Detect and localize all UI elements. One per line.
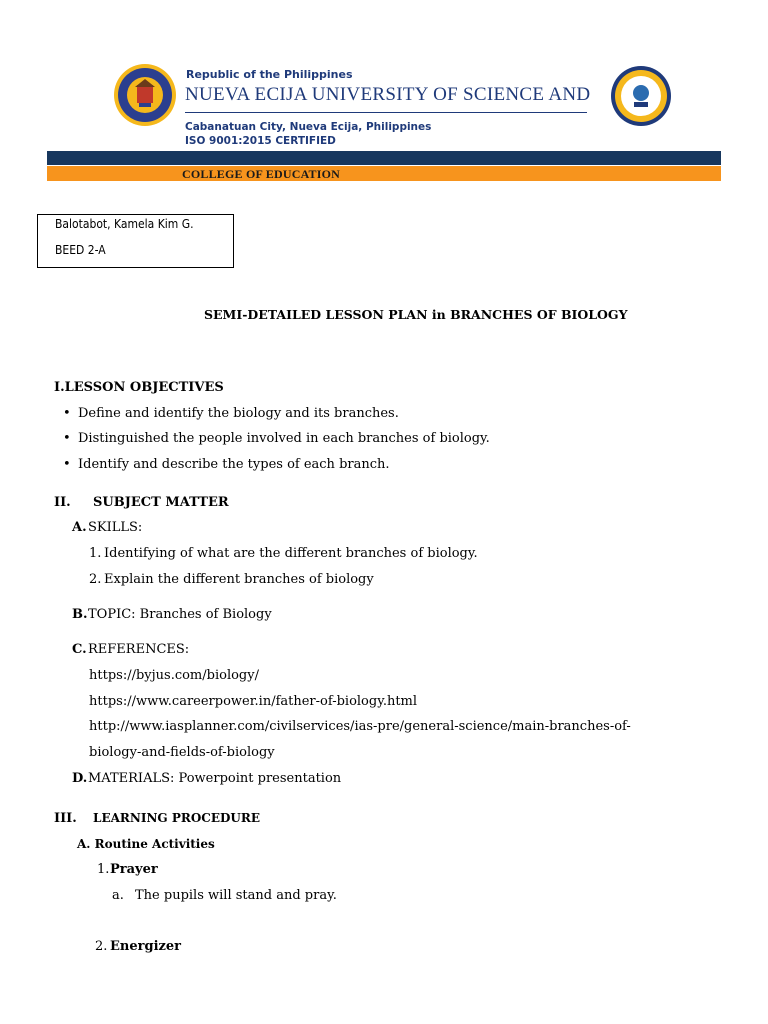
materials-letter: D. [72,771,88,786]
reference-link[interactable]: https://www.careerpower.in/father-of-biology.html [89,694,418,709]
topic-letter: B. [72,607,88,622]
reference-link[interactable]: http://www.iasplanner.com/civilservices/ias-pre/general-science/main-branches-of- [89,719,631,734]
objectives-heading: I.LESSON OBJECTIVES [54,380,224,395]
location-text: Cabanatuan City, Nueva Ecija, Philippines [185,121,432,133]
prayer-heading: Prayer [110,862,158,877]
university-seal-right [610,65,672,127]
procedure-number: III. [54,811,77,826]
topic-text: TOPIC: Branches of Biology [88,607,272,622]
lesson-plan-title: SEMI-DETAILED LESSON PLAN in BRANCHES OF BIOLOGY [204,307,628,322]
objective-item: • Define and identify the biology and its branches. [78,406,399,421]
procedure-heading: LEARNING PROCEDURE [93,811,260,825]
reference-link[interactable]: https://byjus.com/biology/ [89,668,259,683]
reference-link-continued[interactable]: biology-and-fields-of-biology [89,745,275,760]
header-band-navy [47,151,721,165]
skill-number: 2. [89,572,102,587]
university-name: NUEVA ECIJA UNIVERSITY OF SCIENCE AND [185,84,591,105]
skill-item: Identifying of what are the different branches of biology. [104,546,478,561]
skill-number: 1. [89,546,102,561]
skills-label: SKILLS: [88,520,143,535]
energizer-number: 2. [95,939,108,954]
student-section: BEED 2-A [55,243,106,257]
subject-matter-number: II. [54,495,71,510]
republic-text: Republic of the Philippines [186,68,353,81]
student-info-box [37,214,234,268]
prayer-item: The pupils will stand and pray. [135,888,337,903]
university-seal-left [113,63,177,127]
prayer-item-letter: a. [112,888,124,903]
energizer-heading: Energizer [110,939,182,954]
objective-item: • Identify and describe the types of each branch. [78,457,390,472]
prayer-number: 1. [97,862,110,877]
iso-text: ISO 9001:2015 CERTIFIED [185,135,336,147]
skill-item: Explain the different branches of biology [104,572,374,587]
routine-activities-heading: A. Routine Activities [77,837,215,851]
skills-letter: A. [72,520,87,535]
header-rule [185,112,587,113]
materials-text: MATERIALS: Powerpoint presentation [88,771,342,786]
objective-item: • Distinguished the people involved in each branches of biology. [78,431,490,446]
college-name: COLLEGE OF EDUCATION [182,167,341,181]
references-letter: C. [72,642,87,657]
subject-matter-heading: SUBJECT MATTER [93,495,229,510]
header-band-orange [47,166,721,181]
student-name: Balotabot, Kamela Kim G. [55,217,194,231]
references-label: REFERENCES: [88,642,190,657]
